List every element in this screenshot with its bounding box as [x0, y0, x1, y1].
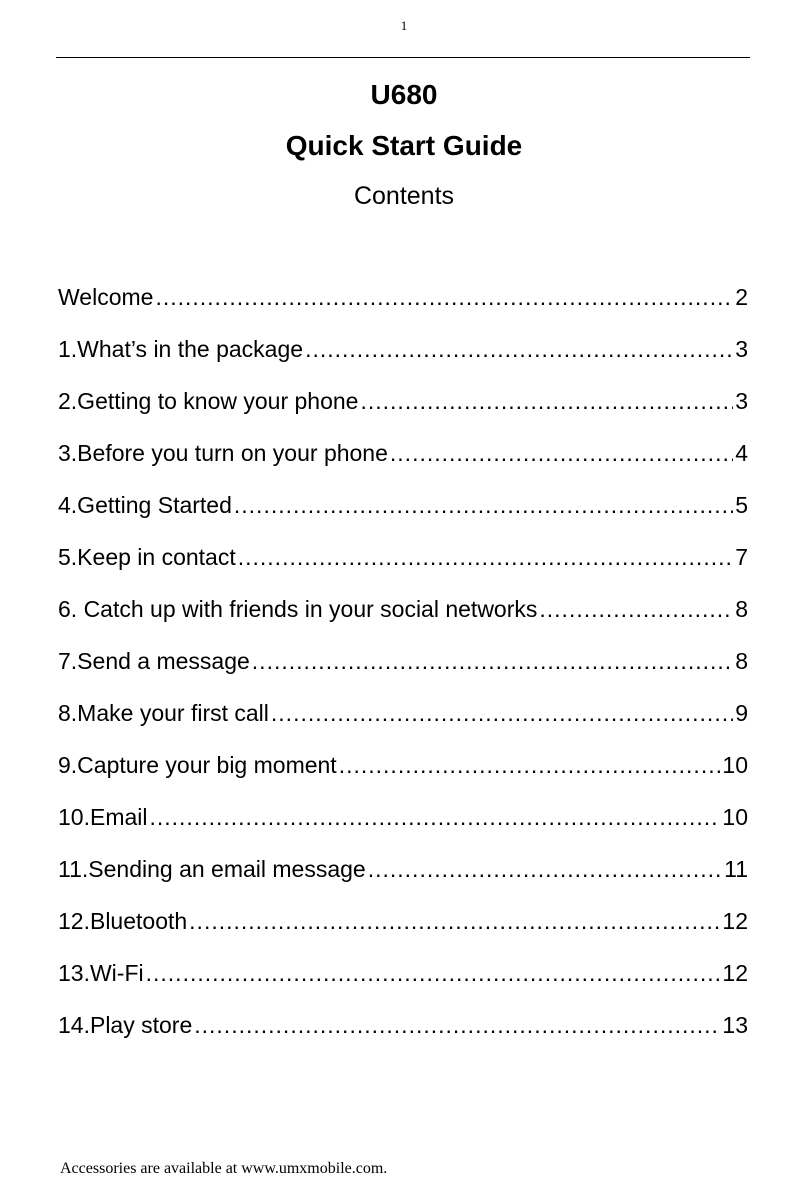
- page-number: 1: [400, 18, 408, 33]
- toc-entry-capture-moment[interactable]: [58, 752, 748, 804]
- toc-entry-page: 13: [722, 1012, 748, 1038]
- footer-note: Accessories are available at www.umxmobile.com.: [60, 1160, 388, 1177]
- toc-entry-page: 3: [735, 388, 748, 414]
- toc-entry-page: 3: [735, 336, 748, 362]
- toc-leader: [146, 960, 721, 987]
- table-of-contents: [58, 284, 748, 1064]
- toc-leader: [368, 856, 722, 883]
- toc-entry-send-message[interactable]: [58, 648, 748, 700]
- toc-leader: [189, 908, 720, 935]
- toc-entry-page: 10: [722, 804, 748, 830]
- toc-entry-label: 3.Before you turn on your phone: [58, 440, 388, 466]
- toc-entry-play-store[interactable]: [58, 1012, 748, 1064]
- toc-leader: [390, 440, 733, 467]
- toc-entry-label: 14.Play store: [58, 1012, 193, 1038]
- toc-entry-label: 5.Keep in contact: [58, 544, 236, 570]
- toc-entry-know-your-phone[interactable]: [58, 388, 748, 440]
- contents-heading: Contents: [353, 182, 455, 210]
- toc-entry-label: Welcome: [58, 284, 154, 310]
- toc-entry-first-call[interactable]: [58, 700, 748, 752]
- toc-entry-page: 11: [724, 856, 748, 882]
- toc-entry-label: 7.Send a message: [58, 648, 250, 674]
- header-rule: [56, 57, 750, 58]
- toc-entry-label: 4.Getting Started: [58, 492, 232, 518]
- toc-entry-label: 8.Make your first call: [58, 700, 269, 726]
- toc-entry-page: 12: [722, 960, 748, 986]
- toc-entry-keep-in-contact[interactable]: [58, 544, 748, 596]
- toc-leader: [194, 1012, 720, 1039]
- toc-entry-package[interactable]: [58, 336, 748, 388]
- toc-entry-label: 6. Catch up with friends in your social networks: [58, 596, 538, 622]
- toc-entry-label: 2.Getting to know your phone: [58, 388, 359, 414]
- toc-entry-page: 10: [722, 752, 748, 778]
- toc-entry-welcome[interactable]: [58, 284, 748, 336]
- toc-entry-label: 1.What’s in the package: [58, 336, 304, 362]
- toc-leader: [234, 492, 733, 519]
- toc-entry-before-turn-on[interactable]: [58, 440, 748, 492]
- toc-entry-bluetooth[interactable]: [58, 908, 748, 960]
- toc-leader: [252, 648, 733, 675]
- toc-leader: [539, 596, 733, 623]
- toc-entry-email[interactable]: [58, 804, 748, 856]
- toc-entry-page: 8: [735, 648, 748, 674]
- toc-entry-page: 2: [735, 284, 748, 310]
- toc-entry-label: 10.Email: [58, 804, 148, 830]
- document-title: Quick Start Guide: [285, 130, 523, 161]
- toc-leader: [149, 804, 720, 831]
- toc-leader: [238, 544, 733, 571]
- toc-leader: [360, 388, 733, 415]
- toc-entry-social-networks[interactable]: [58, 596, 748, 648]
- toc-entry-page: 4: [735, 440, 748, 466]
- toc-entry-label: 12.Bluetooth: [58, 908, 188, 934]
- toc-entry-label: 9.Capture your big moment: [58, 752, 337, 778]
- toc-leader: [155, 284, 733, 311]
- toc-entry-sending-email[interactable]: [58, 856, 748, 908]
- toc-entry-page: 5: [735, 492, 748, 518]
- toc-leader: [271, 700, 733, 727]
- toc-entry-page: 12: [722, 908, 748, 934]
- toc-entry-label: 13.Wi-Fi: [58, 960, 144, 986]
- document-model: U680: [370, 79, 438, 110]
- toc-entry-wifi[interactable]: [58, 960, 748, 1012]
- toc-leader: [305, 336, 733, 363]
- toc-entry-page: 7: [735, 544, 748, 570]
- toc-leader: [339, 752, 721, 779]
- toc-entry-label: 11.Sending an email message: [58, 856, 366, 882]
- toc-entry-page: 9: [735, 700, 748, 726]
- toc-entry-page: 8: [735, 596, 748, 622]
- toc-entry-getting-started[interactable]: [58, 492, 748, 544]
